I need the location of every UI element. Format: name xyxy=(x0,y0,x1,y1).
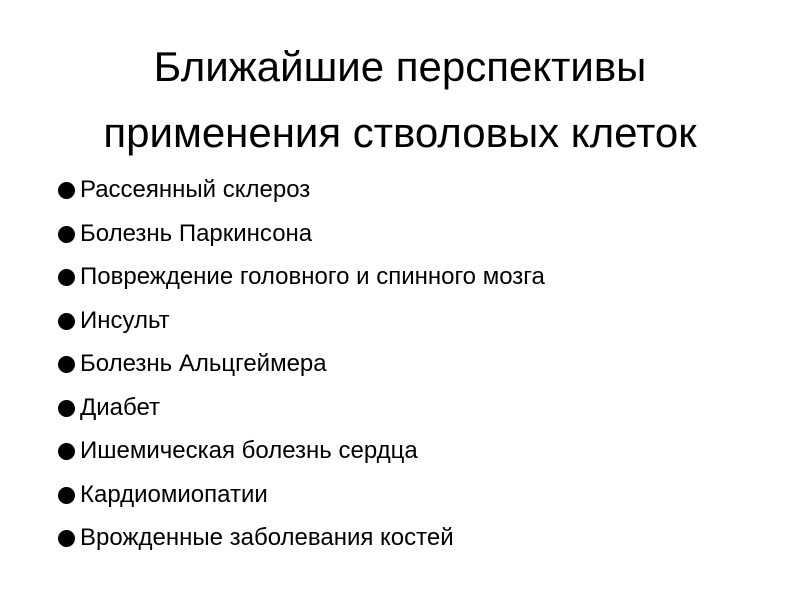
bullet-dot-icon xyxy=(58,443,75,460)
bullet-text: Кардиомиопатии xyxy=(80,480,268,508)
bullet-text: Инсульт xyxy=(80,306,170,334)
bullet-dot-icon xyxy=(58,313,75,330)
bullet-item-diabetes xyxy=(48,386,545,430)
bullet-item-brain-spinal-injury xyxy=(48,255,545,299)
bullet-dot-icon xyxy=(58,269,75,286)
bullet-item-alzheimers xyxy=(48,342,545,386)
bullet-dot-icon xyxy=(58,182,75,199)
bullet-text: Ишемическая болезнь сердца xyxy=(80,437,418,464)
bullet-dot-icon xyxy=(58,226,75,243)
bullet-text: Врожденные заболевания костей xyxy=(80,524,454,551)
bullet-text: Повреждение головного и спинного мозга xyxy=(80,263,545,290)
slide-title-line-2: применения стволовых клеток xyxy=(103,109,697,156)
bullet-text: Болезнь Паркинсона xyxy=(80,219,313,247)
bullet-list xyxy=(48,168,545,560)
slide-title xyxy=(40,34,760,166)
bullet-dot-icon xyxy=(58,530,75,547)
bullet-dot-icon xyxy=(58,400,75,417)
bullet-text: Диабет xyxy=(80,393,161,421)
bullet-item-congenital-bone-diseases xyxy=(48,516,545,560)
bullet-text: Рассеянный склероз xyxy=(80,176,311,203)
bullet-item-stroke xyxy=(48,299,545,343)
bullet-dot-icon xyxy=(58,487,75,504)
bullet-text: Болезнь Альцгеймера xyxy=(80,350,327,377)
bullet-item-cardiomyopathies xyxy=(48,473,545,517)
bullet-item-multiple-sclerosis xyxy=(48,168,545,212)
bullet-item-ischemic-heart-disease xyxy=(48,429,545,473)
bullet-item-parkinsons xyxy=(48,212,545,256)
slide-title-line-1: Ближайшие перспективы xyxy=(153,43,647,90)
bullet-dot-icon xyxy=(58,356,75,373)
